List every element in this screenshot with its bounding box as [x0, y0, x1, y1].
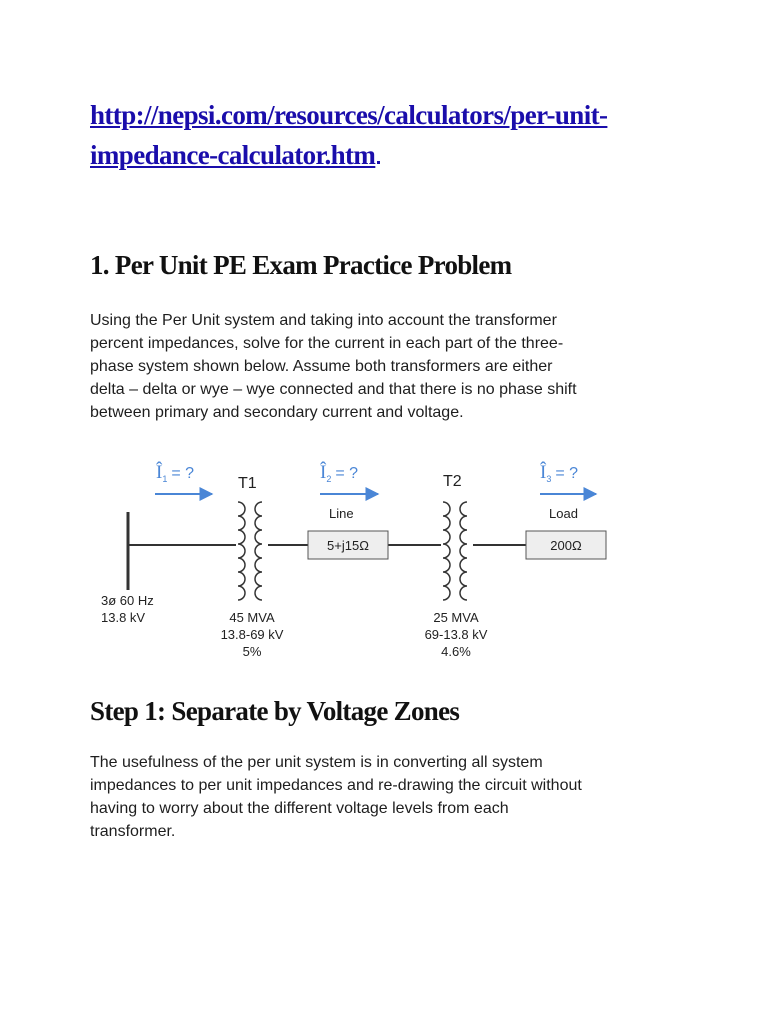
- problem-statement: [90, 309, 690, 424]
- link-line-2-text[interactable]: impedance-calculator.htm: [90, 140, 376, 170]
- current-1-subscript: 1: [162, 474, 168, 484]
- step1-line-2: impedances to per unit impedances and re-drawing the circuit without: [90, 777, 582, 794]
- current-1-eq: = ?: [171, 465, 195, 482]
- t2-impedance: 4.6%: [441, 644, 471, 659]
- problem-heading: 1. Per Unit PE Exam Practice Problem: [90, 250, 512, 280]
- current-3-symbol: Î: [540, 462, 547, 483]
- current-3-eq: = ?: [555, 465, 579, 482]
- source-frequency: 3ø 60 Hz: [101, 593, 154, 608]
- step1-line-3: having to worry about the different voltage levels from each: [90, 800, 509, 817]
- current-2-subscript: 2: [326, 474, 332, 484]
- t1-impedance: 5%: [242, 644, 262, 659]
- line-impedance-value: 5+j15Ω: [327, 538, 369, 553]
- current-3-label: [540, 461, 578, 484]
- t2-secondary-coil: [460, 502, 467, 600]
- current-1-label: [156, 461, 194, 484]
- load-impedance-value: 200Ω: [550, 538, 582, 553]
- problem-line-2: percent impedances, solve for the current in each part of the three-: [90, 335, 564, 352]
- problem-line-4: delta – delta or wye – wye connected and that there is no phase shift: [90, 381, 577, 398]
- link-trailing-dot: [377, 161, 380, 164]
- step1-heading: Step 1: Separate by Voltage Zones: [90, 696, 460, 726]
- current-2-eq: = ?: [335, 465, 359, 482]
- step1-line-1: The usefulness of the per unit system is in converting all system: [90, 754, 543, 771]
- load-label: Load: [549, 506, 578, 521]
- source-voltage: 13.8 kV: [101, 610, 146, 625]
- problem-line-1: Using the Per Unit system and taking into account the transformer: [90, 312, 557, 329]
- current-1-symbol: Î: [156, 462, 163, 483]
- link-line-1[interactable]: http://nepsi.com/resources/calculators/per-unit-: [90, 100, 608, 130]
- t2-voltage: 69-13.8 kV: [424, 627, 488, 642]
- step1-line-4: transformer.: [90, 823, 176, 840]
- t1-primary-coil: [238, 502, 245, 600]
- t2-primary-coil: [443, 502, 450, 600]
- current-2-symbol: Î: [320, 462, 327, 483]
- problem-line-3: phase system shown below. Assume both transformers are either: [90, 358, 553, 375]
- step1-paragraph: [90, 751, 690, 843]
- t2-label: T2: [443, 473, 462, 490]
- problem-line-5: between primary and secondary current and voltage.: [90, 404, 464, 421]
- t1-voltage: 13.8-69 kV: [220, 627, 284, 642]
- current-3-subscript: 3: [546, 474, 552, 484]
- t1-rating: 45 MVA: [229, 610, 275, 625]
- current-2-label: [320, 461, 358, 484]
- t2-rating: 25 MVA: [433, 610, 479, 625]
- t1-label: T1: [238, 475, 257, 492]
- nepsi-calculator-link[interactable]: [90, 95, 690, 175]
- circuit-diagram: [0, 440, 768, 670]
- link-line-2[interactable]: [90, 135, 690, 175]
- line-label: Line: [329, 506, 354, 521]
- t1-secondary-coil: [255, 502, 262, 600]
